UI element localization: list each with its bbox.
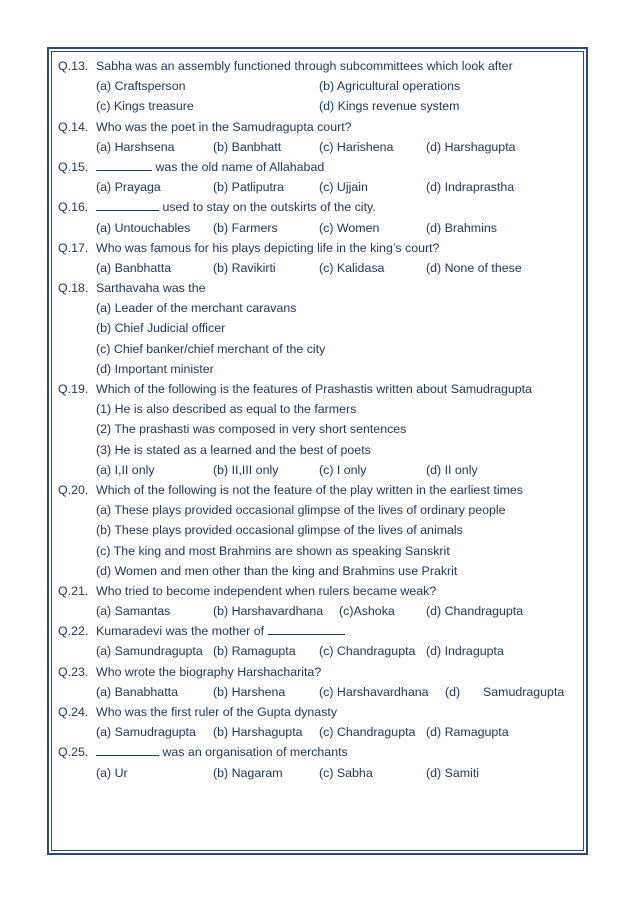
- option-row: [0, 500, 640, 520]
- statement-row: [0, 440, 640, 460]
- option-b: (b) Harshena: [213, 684, 286, 699]
- question-25: [0, 742, 640, 762]
- option-row: [0, 722, 640, 742]
- option-a: (a) Untouchables: [96, 220, 191, 235]
- option-b: (b) Chief Judicial officer: [96, 321, 226, 336]
- option-row: [0, 318, 640, 338]
- option-b: (b) Agricultural operations: [319, 79, 461, 94]
- option-a: (a) Samudragupta: [96, 725, 196, 740]
- statement-1: (1) He is also described as equal to the farmers: [96, 402, 357, 417]
- question-text: used to stay on the outskirts of the city.: [162, 200, 376, 215]
- option-b: (b) Ramagupta: [213, 644, 296, 659]
- option-d: (d) Harshagupta: [426, 139, 516, 154]
- option-d: (d) Brahmins: [426, 220, 497, 235]
- option-row: [0, 763, 640, 783]
- question-19: [0, 379, 640, 399]
- question-20: [0, 480, 640, 500]
- option-a: (a) Ur: [96, 765, 128, 780]
- question-number: Q.25.: [58, 745, 89, 760]
- option-row: [0, 682, 640, 702]
- option-row: [0, 359, 640, 379]
- option-d: (d) Important minister: [96, 361, 214, 376]
- question-number: Q.21.: [58, 583, 89, 598]
- option-c: (c) The king and most Brahmins are shown as speaking Sanskrit: [96, 543, 450, 558]
- option-b: (b) Banbhatt: [213, 139, 282, 154]
- option-c: (c) Ujjain: [319, 180, 368, 195]
- question-number: Q.17.: [58, 240, 89, 255]
- question-text: Which of the following is not the feature of the play written in the earliest times: [96, 482, 524, 497]
- option-b: (b) Harshavardhana: [213, 604, 324, 619]
- option-a: (a) Harshsena: [96, 139, 175, 154]
- option-c: (c)Ashoka: [339, 604, 395, 619]
- option-row: [0, 460, 640, 480]
- option-a: (a) Samantas: [96, 604, 171, 619]
- option-c: (c) Chandragupta: [319, 725, 416, 740]
- option-row: [0, 520, 640, 540]
- statement-row: [0, 399, 640, 419]
- option-b: (b) Nagaram: [213, 765, 283, 780]
- option-d: (d): [445, 684, 461, 699]
- option-row: [0, 541, 640, 561]
- option-a: (a) Banabhatta: [96, 684, 178, 699]
- option-b: (b) These plays provided occasional glimpse of the lives of animals: [96, 523, 463, 538]
- question-list: [0, 56, 640, 783]
- option-row: [0, 258, 640, 278]
- question-number: Q.24.: [58, 705, 89, 719]
- answer-blank: [96, 198, 159, 211]
- question-number: Q.18.: [58, 281, 89, 296]
- question-text: Who tried to become independent when rulers became weak?: [96, 583, 437, 598]
- question-number: Q.14.: [58, 119, 89, 134]
- option-d: (d) II only: [426, 462, 478, 477]
- question-number: Q.15.: [58, 159, 89, 174]
- option-d: (d) Indragupta: [426, 644, 504, 659]
- question-21: [0, 581, 640, 601]
- option-d: (d) Women and men other than the king and Brahmins use Prakrit: [96, 563, 458, 578]
- option-d: (d) Samiti: [426, 765, 480, 780]
- question-number: Q.19.: [58, 382, 89, 396]
- option-c: (c) Harshavardhana: [319, 684, 429, 699]
- question-16: [0, 197, 640, 217]
- option-c: (c) Harishena: [319, 139, 394, 154]
- option-b: (b) Harshagupta: [213, 725, 303, 740]
- question-number: Q.22.: [58, 624, 89, 639]
- option-a: (a) I,II only: [96, 462, 155, 477]
- option-row: [0, 298, 640, 318]
- question-23: [0, 662, 640, 682]
- option-c: (c) Kings treasure: [96, 99, 194, 114]
- question-18: [0, 278, 640, 298]
- question-number: Q.20.: [58, 482, 89, 497]
- answer-blank: [268, 622, 345, 635]
- option-d: (d) None of these: [426, 260, 522, 275]
- question-text: Who was famous for his plays depicting life in the king’s court?: [96, 240, 440, 255]
- option-row: [0, 177, 640, 197]
- option-c: (c) I only: [319, 462, 367, 477]
- option-c: (c) Women: [319, 220, 380, 235]
- question-15: [0, 157, 640, 177]
- option-row: [0, 339, 640, 359]
- question-text: was an organisation of merchants: [162, 745, 348, 760]
- question-text: Sarthavaha was the: [96, 281, 206, 296]
- question-text: Who was the first ruler of the Gupta dynasty: [96, 705, 338, 719]
- question-text: Sabha was an assembly functioned through subcommittees which look after: [96, 59, 513, 73]
- question-17: [0, 238, 640, 258]
- option-c: (c) Chief banker/chief merchant of the city: [96, 341, 326, 356]
- option-c: (c) Kalidasa: [319, 260, 385, 275]
- option-a: (a) Banbhatta: [96, 260, 172, 275]
- option-c: (c) Sabha: [319, 765, 373, 780]
- question-text: Which of the following is the features of Prashastis written about Samudragupta: [96, 382, 532, 396]
- option-a: (a) These plays provided occasional glimpse of the lives of ordinary people: [96, 503, 506, 518]
- option-row: [0, 641, 640, 661]
- question-number: Q.13.: [58, 59, 89, 73]
- option-row: [0, 601, 640, 621]
- question-text: Who was the poet in the Samudragupta court?: [96, 119, 352, 134]
- option-row: [0, 96, 640, 116]
- option-a: (a) Craftsperson: [96, 79, 186, 94]
- option-d: (d) Indraprastha: [426, 180, 515, 195]
- option-b: (b) II,III only: [213, 462, 279, 477]
- option-d-text: Samudragupta: [483, 684, 565, 699]
- option-b: (b) Farmers: [213, 220, 278, 235]
- question-number: Q.23.: [58, 664, 89, 679]
- statement-3: (3) He is stated as a learned and the best of poets: [96, 442, 371, 457]
- answer-blank: [96, 158, 152, 171]
- option-b: (b) Ravikirti: [213, 260, 276, 275]
- option-row: [0, 218, 640, 238]
- option-b: (b) Patliputra: [213, 180, 284, 195]
- option-c: (c) Chandragupta: [319, 644, 416, 659]
- option-row: [0, 561, 640, 581]
- option-d: (d) Ramagupta: [426, 725, 509, 740]
- option-row: [0, 76, 640, 96]
- statement-2: (2) The prashasti was composed in very short sentences: [96, 422, 407, 437]
- option-a: (a) Prayaga: [96, 180, 161, 195]
- option-d: (d) Chandragupta: [426, 604, 524, 619]
- question-text: Who wrote the biography Harshacharita?: [96, 664, 322, 679]
- question-text: Kumaradevi was the mother of: [96, 624, 265, 639]
- option-a: (a) Leader of the merchant caravans: [96, 301, 297, 316]
- option-a: (a) Samundragupta: [96, 644, 203, 659]
- question-number: Q.16.: [58, 200, 89, 215]
- question-22: [0, 621, 640, 641]
- question-14: [0, 117, 640, 137]
- question-13: [0, 56, 640, 76]
- statement-row: [0, 419, 640, 439]
- question-text: was the old name of Allahabad: [155, 159, 325, 174]
- answer-blank: [96, 743, 159, 756]
- option-d: (d) Kings revenue system: [319, 99, 460, 114]
- question-24: [0, 702, 640, 722]
- option-row: [0, 137, 640, 157]
